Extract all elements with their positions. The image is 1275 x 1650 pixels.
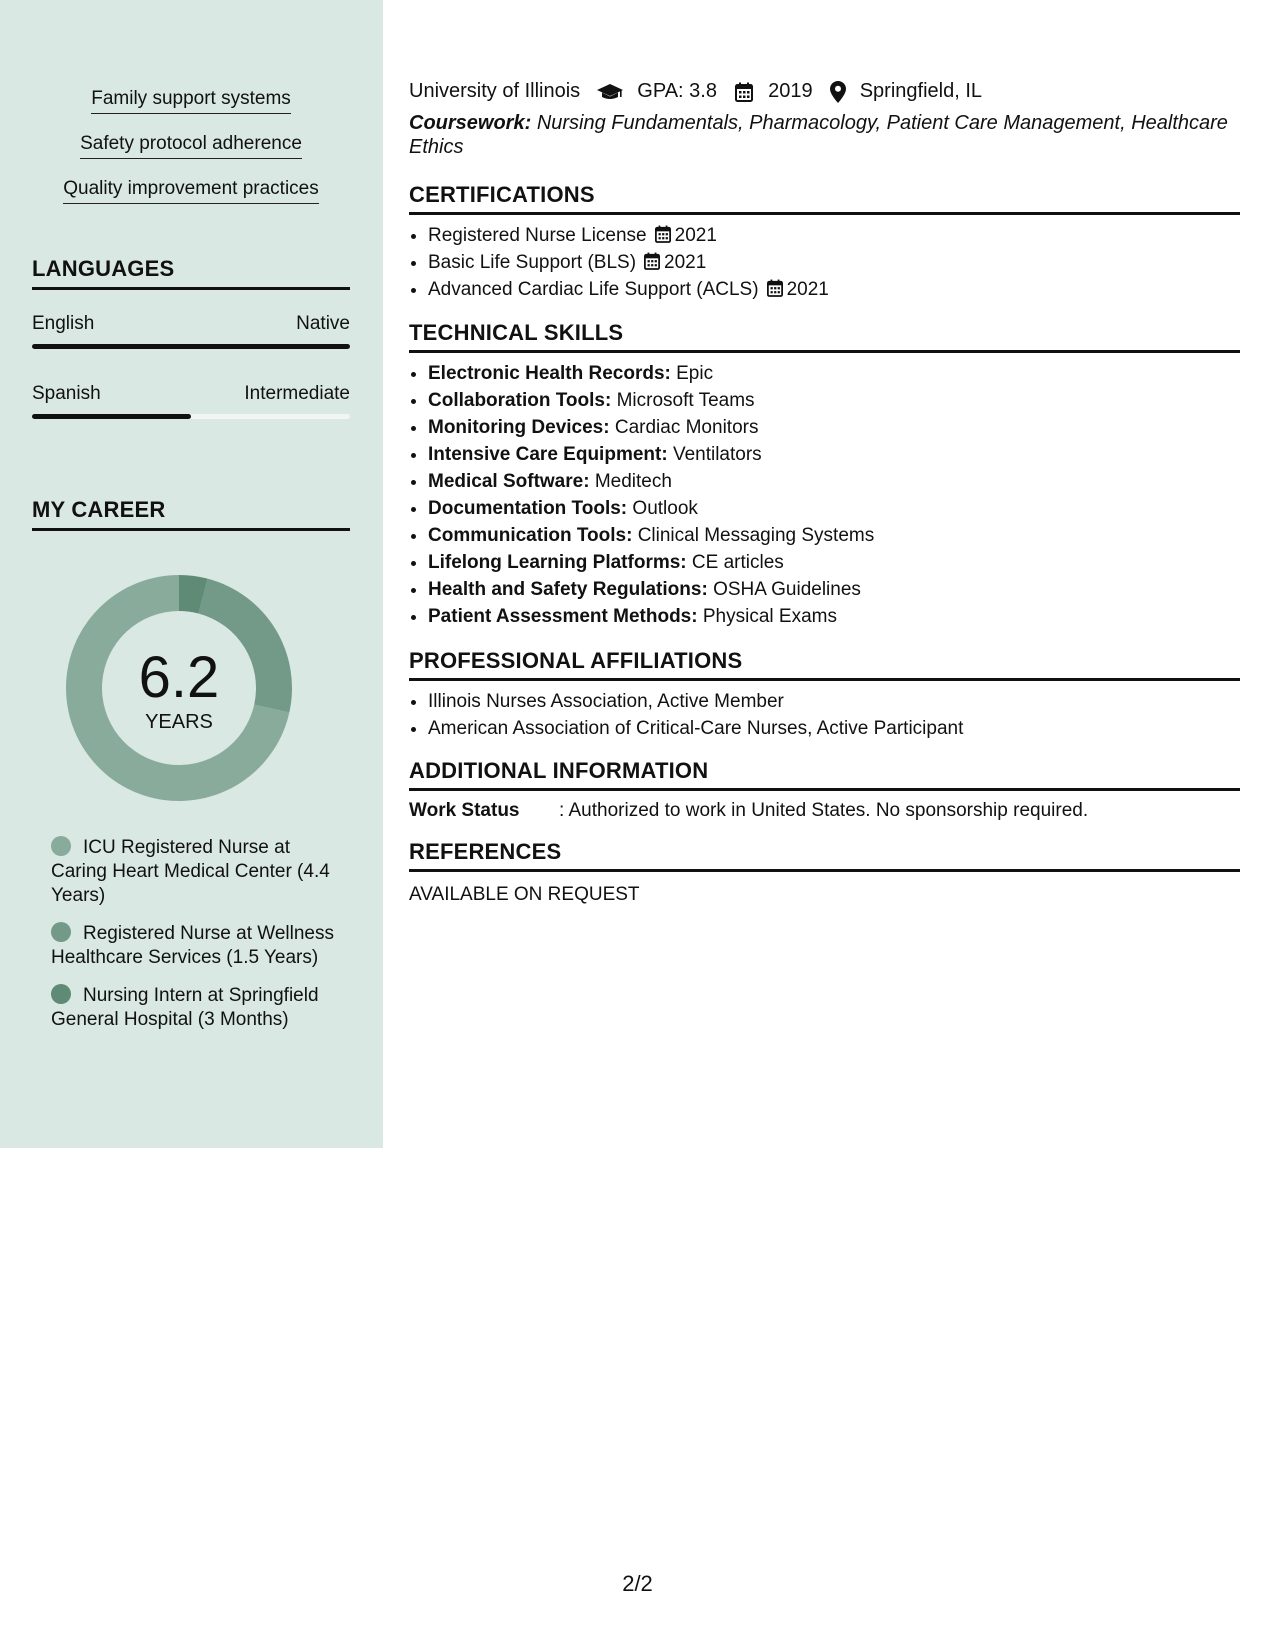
school-location: Springfield, IL <box>859 80 983 103</box>
references-heading: REFERENCES <box>409 839 1240 872</box>
certification-name: Basic Life Support (BLS) <box>428 252 637 273</box>
skill-item <box>428 387 1240 414</box>
skill-item <box>428 576 1240 603</box>
skill-label: Documentation Tools: <box>428 498 628 519</box>
language-level: Intermediate <box>244 383 350 404</box>
career-legend-label: Nursing Intern at Springfield General Hospital (3 Months) <box>51 985 319 1030</box>
skill-label: Monitoring Devices: <box>428 417 610 438</box>
certification-item <box>428 249 1240 276</box>
language-bar <box>32 414 350 419</box>
career-heading: MY CAREER <box>32 497 350 531</box>
calendar-icon <box>735 82 753 102</box>
skill-value: OSHA Guidelines <box>713 579 861 600</box>
career-legend-item <box>51 984 341 1032</box>
career-legend-item <box>51 922 341 970</box>
page-number: 2/2 <box>622 1571 653 1596</box>
skill-item <box>428 441 1240 468</box>
work-status <box>409 800 1088 822</box>
skill-value: Microsoft Teams <box>616 390 755 411</box>
skill-value: Meditech <box>594 471 672 492</box>
strength-item: Safety protocol adherence <box>80 132 302 159</box>
skill-value: CE articles <box>691 552 784 573</box>
career-donut-chart <box>63 572 295 804</box>
calendar-icon <box>644 252 660 270</box>
affiliation-item: • Illinois Nurses Association, Active Member <box>428 688 1240 715</box>
references-text: AVAILABLE ON REQUEST <box>409 884 640 905</box>
career-total: 6.2 <box>138 645 220 710</box>
language-name: Spanish <box>32 383 101 404</box>
skill-label: Patient Assessment Methods: <box>428 606 698 627</box>
certification-item <box>428 276 1240 303</box>
map-pin-icon <box>830 81 846 103</box>
strengths-list <box>32 87 350 222</box>
affiliations-heading: PROFESSIONAL AFFILIATIONS <box>409 648 1240 681</box>
coursework-list: Nursing Fundamentals, Pharmacology, Patient Care Management, Healthcare Ethics <box>409 112 1228 158</box>
career-legend-label: Registered Nurse at Wellness Healthcare Services (1.5 Years) <box>51 923 334 968</box>
language-bar <box>32 344 350 349</box>
school-name: University of Illinois <box>409 80 581 103</box>
language-bar-fill <box>32 344 350 349</box>
affiliation-item: • American Association of Critical-Care Nurses, Active Participant <box>428 715 1240 742</box>
skill-value: Clinical Messaging Systems <box>637 525 875 546</box>
coursework-label: Coursework: <box>409 112 532 134</box>
strength-item: Family support systems <box>91 87 291 114</box>
skill-value: Physical Exams <box>702 606 837 627</box>
skill-item <box>428 468 1240 495</box>
skill-item <box>428 495 1240 522</box>
skill-value: Outlook <box>632 498 698 519</box>
technical-skills-list <box>409 360 1240 630</box>
skill-label: Health and Safety Regulations: <box>428 579 708 600</box>
certifications-list <box>409 222 1240 303</box>
skill-label: Electronic Health Records: <box>428 363 671 384</box>
career-legend <box>51 836 341 1046</box>
affiliations-list <box>409 688 1240 742</box>
calendar-icon <box>767 279 783 297</box>
skill-value: Cardiac Monitors <box>614 417 759 438</box>
graduation-cap-icon <box>596 82 624 102</box>
skill-label: Collaboration Tools: <box>428 390 612 411</box>
coursework <box>409 111 1240 159</box>
calendar-icon <box>655 225 671 243</box>
sidebar <box>0 0 383 1148</box>
strength-item: Quality improvement practices <box>63 177 319 204</box>
certification-year: 2021 <box>674 225 717 246</box>
skill-value: Epic <box>676 363 714 384</box>
certification-item <box>428 222 1240 249</box>
certification-name: Advanced Cardiac Life Support (ACLS) <box>428 279 759 300</box>
legend-dot-icon <box>51 922 71 942</box>
skill-item <box>428 603 1240 630</box>
skill-item <box>428 549 1240 576</box>
skill-value: Ventilators <box>672 444 762 465</box>
language-level: Native <box>296 313 350 334</box>
language-bar-fill <box>32 414 191 419</box>
education-line <box>409 80 982 103</box>
certification-year: 2021 <box>786 279 829 300</box>
language-name: English <box>32 313 95 334</box>
skill-item <box>428 414 1240 441</box>
career-legend-item <box>51 836 341 908</box>
work-status-label: Work Status <box>409 800 520 821</box>
career-legend-label: ICU Registered Nurse at Caring Heart Medical Center (4.4 Years) <box>51 837 330 906</box>
career-unit: YEARS <box>145 711 213 733</box>
skill-label: Intensive Care Equipment: <box>428 444 668 465</box>
skill-label: Communication Tools: <box>428 525 633 546</box>
graduation-year: 2019 <box>768 80 813 103</box>
certification-name: Registered Nurse License <box>428 225 647 246</box>
certifications-heading: CERTIFICATIONS <box>409 182 1240 215</box>
legend-dot-icon <box>51 836 71 856</box>
skill-label: Lifelong Learning Platforms: <box>428 552 687 573</box>
certification-year: 2021 <box>664 252 707 273</box>
skill-item <box>428 360 1240 387</box>
additional-info-heading: ADDITIONAL INFORMATION <box>409 758 1240 791</box>
technical-skills-heading: TECHNICAL SKILLS <box>409 320 1240 353</box>
languages-heading: LANGUAGES <box>32 256 350 290</box>
gpa: GPA: 3.8 <box>637 80 717 103</box>
legend-dot-icon <box>51 984 71 1004</box>
work-status-value: : Authorized to work in United States. No sponsorship required. <box>559 800 1089 821</box>
skill-label: Medical Software: <box>428 471 590 492</box>
skill-item <box>428 522 1240 549</box>
